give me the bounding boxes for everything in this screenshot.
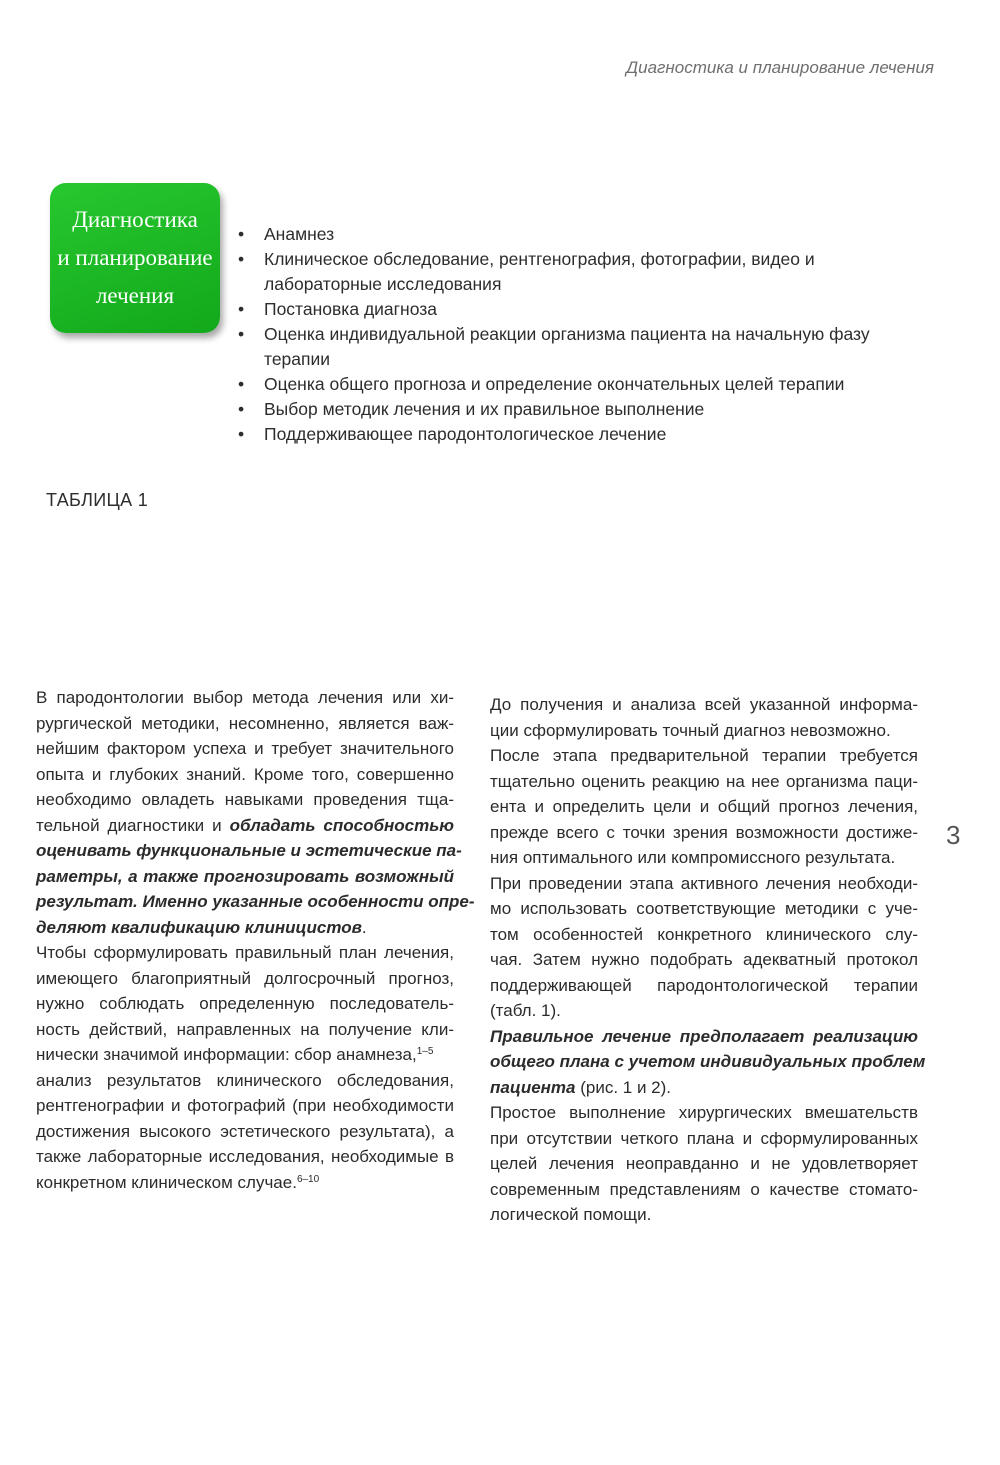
bullet-item: • Поддерживающее пародонтологическое лечение (238, 422, 878, 447)
running-header: Диагностика и планирование лечения (626, 58, 934, 77)
left-column (36, 685, 475, 1195)
citation-superscript: 1–5 (416, 1046, 434, 1057)
paragraph: До получения и анализа всей указанной информа- ции сформулировать точный диагноз невозможно. (490, 695, 918, 740)
paragraph: Простое выполнение хирургических вмешательств при отсутствии четкого плана и сформулированных целей лечения неоправданно и не удовлетворяет современным представлениям о качестве стомато- логической помощи. (490, 1103, 918, 1224)
page-number: 3 (946, 820, 961, 850)
section-title-line: Диагностика (72, 207, 198, 232)
bullet-dot-icon: • (238, 249, 245, 269)
citation-superscript: 6–10 (296, 1173, 320, 1185)
paragraph: В пародонтологии выбор метода лечения или хи- рургической методики, несомненно, является важ- нейшим фактором успеха и требует значительного опыта и глубоких знаний. Кроме того, совершенно необходимо овладеть навыками проведения тща- тельной диагностики и обладать способностью оценивать функциональные и эстетические па- раметры, а также прогнозировать возможный результат. Именно указанные особенности опре- деляют квалификацию клиницистов. (36, 688, 475, 937)
bullet-item: • Выбор методик лечения и их правильное выполнение (238, 397, 878, 422)
bullet-dot-icon: • (238, 424, 245, 444)
paragraph: При проведении этапа активного лечения необходи- мо использовать соответствующие методики с уче- том особенностей конкретного клинического слу- чая. Затем нужно подобрать адекватный протокол поддерживающей пародонтологической терапии (табл. 1). (490, 873, 918, 1020)
section-title-line: и планирование (57, 245, 213, 270)
right-column (490, 692, 926, 1228)
section-title-box (50, 183, 220, 333)
bullet-dot-icon: • (238, 374, 245, 394)
bullet-list (238, 222, 878, 447)
bullet-dot-icon: • (238, 224, 245, 244)
bullet-item: • Оценка общего прогноза и определение окончательных целей терапии (238, 372, 878, 397)
bullet-item: • Оценка индивидуальной реакции организма пациента на начальную фазу терапии (238, 324, 870, 369)
bullet-dot-icon: • (238, 399, 245, 419)
bullet-item: • Постановка диагноза (238, 297, 878, 322)
bullet-item: • Анамнез (238, 222, 878, 247)
paragraph: Правильное лечение предполагает реализацию общего плана с учетом индивидуальных проблем пациента (рис. 1 и 2). (490, 1026, 926, 1097)
section-title-line: лечения (95, 283, 175, 308)
bullet-item: • Клиническое обследование, рентгенография, фотографии, видео и лабораторные исследования (238, 249, 815, 294)
bullet-dot-icon: • (238, 299, 245, 319)
table-caption: ТАБЛИЦА 1 (46, 490, 148, 510)
paragraph: Чтобы сформулировать правильный план лечения, имеющего благоприятный долгосрочный прогноз, нужно соблюдать определенную последователь- ность действий, направленных на получение кли- нически значимой информации: сбор анамнеза,$^{1-5}$ анализ результатов клинического обследования, рентгенографии и фотографий (при необходимости достижения высокого эстетического результата), а также лабораторные исследования, необходимые в конкретном клиническом случае.$^{6-10}$ (36, 943, 454, 1192)
bullet-dot-icon: • (238, 324, 245, 344)
paragraph: После этапа предварительной терапии требуется тщательно оценить реакцию на нее организма паци- ента и определить цели и общий прогноз лечения, прежде всего с точки зрения возможности достиже- ния оптимального или компромиссного результата. (490, 746, 918, 867)
